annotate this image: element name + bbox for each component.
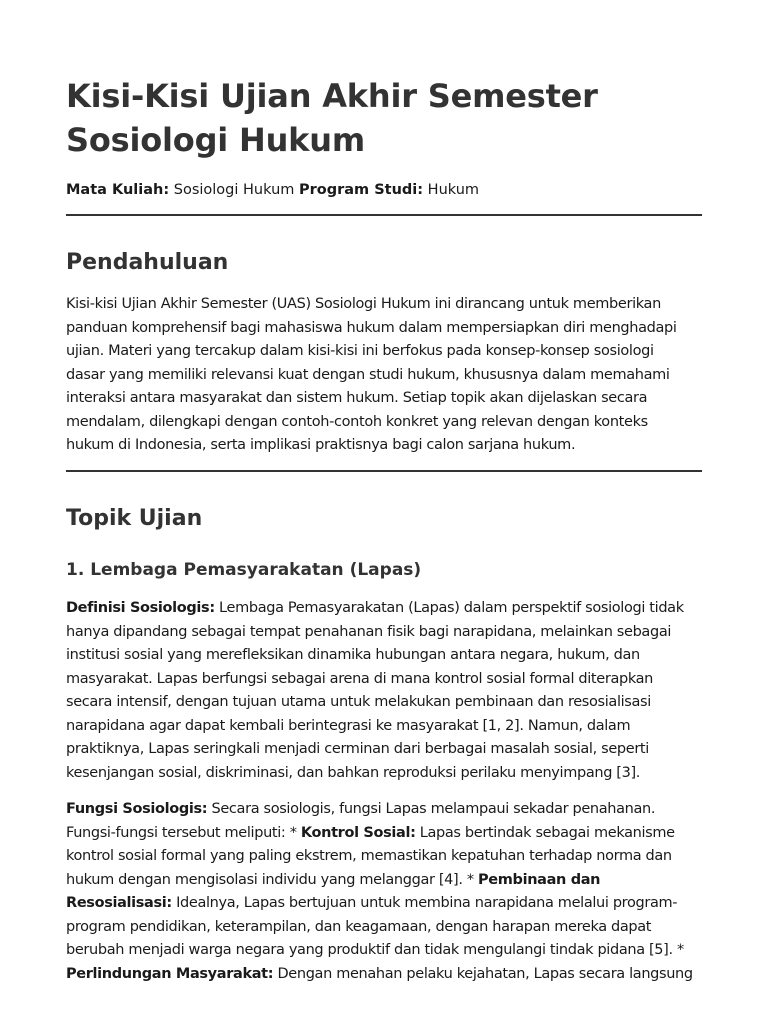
definition-line: praktiknya, Lapas seringkali menjadi cerminan dari berbagai masalah sosial, seperti <box>66 741 649 757</box>
definition-line <box>66 597 702 621</box>
topics-heading: Topik Ujian <box>66 506 203 531</box>
function-text: Idealnya, Lapas bertujuan untuk membina narapidana melalui program- <box>171 895 678 911</box>
function-line <box>66 798 702 822</box>
function-line <box>66 869 702 893</box>
function-line <box>66 963 702 987</box>
intro-paragraph <box>66 293 702 458</box>
definition-paragraph <box>66 597 702 785</box>
function-term: Kontrol Sosial: <box>300 824 416 841</box>
intro-heading: Pendahuluan <box>66 250 229 275</box>
program-label: Program Studi: <box>299 182 424 198</box>
function-paragraph <box>66 798 702 986</box>
function-label: Fungsi Sosiologis: <box>66 801 208 817</box>
function-line <box>66 892 702 916</box>
definition-line: hanya dipandang sebagai tempat penahanan fisik bagi narapidana, melainkan sebagai <box>66 623 672 640</box>
function-line: berubah menjadi warga negara yang produktif dan tidak mengulangi tindak pidana [5]. * <box>66 942 684 958</box>
definition-line: narapidana agar dapat kembali berintegrasi ke masyarakat [1, 2]. Namun, dalam <box>66 717 631 734</box>
document-title: Kisi-Kisi Ujian Akhir Semester Sosiologi Hukum <box>66 77 598 159</box>
course-label: Mata Kuliah: <box>66 182 170 198</box>
function-text: Secara sosiologis, fungsi Lapas melampaui sekadar penahanan. <box>207 801 656 817</box>
function-text: Dengan menahan pelaku kejahatan, Lapas secara langsung <box>273 965 693 982</box>
horizontal-divider <box>66 470 702 472</box>
intro-line: ujian. Materi yang tercakup dalam kisi-kisi ini berfokus pada konsep-konsep sosiologi <box>66 343 654 359</box>
function-term: Perlindungan Masyarakat: <box>66 965 274 982</box>
definition-line: secara intensif, dengan tujuan utama untuk melakukan pembinaan dan resosialisasi <box>66 694 651 710</box>
definition-text: Lembaga Pemasyarakatan (Lapas) dalam perspektif sosiologi tidak <box>214 600 684 616</box>
definition-line: masyarakat. Lapas berfungsi sebagai arena di mana kontrol sosial formal diterapkan <box>66 670 654 687</box>
intro-line: panduan komprehensif bagi mahasiswa hukum dalam mempersiapkan diri menghadapi <box>66 319 677 336</box>
definition-line: institusi sosial yang merefleksikan dinamika hubungan antara negara, hukum, dan <box>66 647 640 663</box>
function-text: Fungsi-fungsi tersebut meliputi: * <box>66 824 301 841</box>
topic-1-heading: 1. Lembaga Pemasyarakatan (Lapas) <box>66 560 422 580</box>
intro-line: Kisi-kisi Ujian Akhir Semester (UAS) Sosiologi Hukum ini dirancang untuk memberikan <box>66 296 661 312</box>
definition-label: Definisi Sosiologis: <box>66 600 215 616</box>
intro-line: mendalam, dilengkapi dengan contoh-contoh konkret yang relevan dengan konteks <box>66 413 648 430</box>
intro-line: dasar yang memiliki relevansi kuat dengan studi hukum, khususnya dalam memahami <box>66 366 670 383</box>
function-line <box>66 822 702 846</box>
function-text: Lapas bertindak sebagai mekanisme <box>415 824 675 841</box>
function-line: kontrol sosial formal yang paling ekstrem, memastikan kepatuhan terhadap norma dan <box>66 848 672 864</box>
intro-line: hukum di Indonesia, serta implikasi praktisnya bagi calon sarjana hukum. <box>66 437 576 453</box>
function-term: Resosialisasi: <box>66 895 172 911</box>
program-value: Hukum <box>423 182 480 198</box>
intro-line: interaksi antara masyarakat dan sistem hukum. Setiap topik akan dijelaskan secara <box>66 390 648 406</box>
function-line: program pendidikan, keterampilan, dan keagamaan, dengan harapan mereka dapat <box>66 918 652 935</box>
document-meta <box>66 180 702 200</box>
function-text: hukum dengan mengisolasi individu yang melanggar [4]. * <box>66 871 479 888</box>
course-value: Sosiologi Hukum <box>169 182 299 198</box>
horizontal-divider <box>66 214 702 216</box>
definition-line: kesenjangan sosial, diskriminasi, dan bahkan reproduksi perilaku menyimpang [3]. <box>66 764 641 781</box>
function-term: Pembinaan dan <box>478 871 601 888</box>
